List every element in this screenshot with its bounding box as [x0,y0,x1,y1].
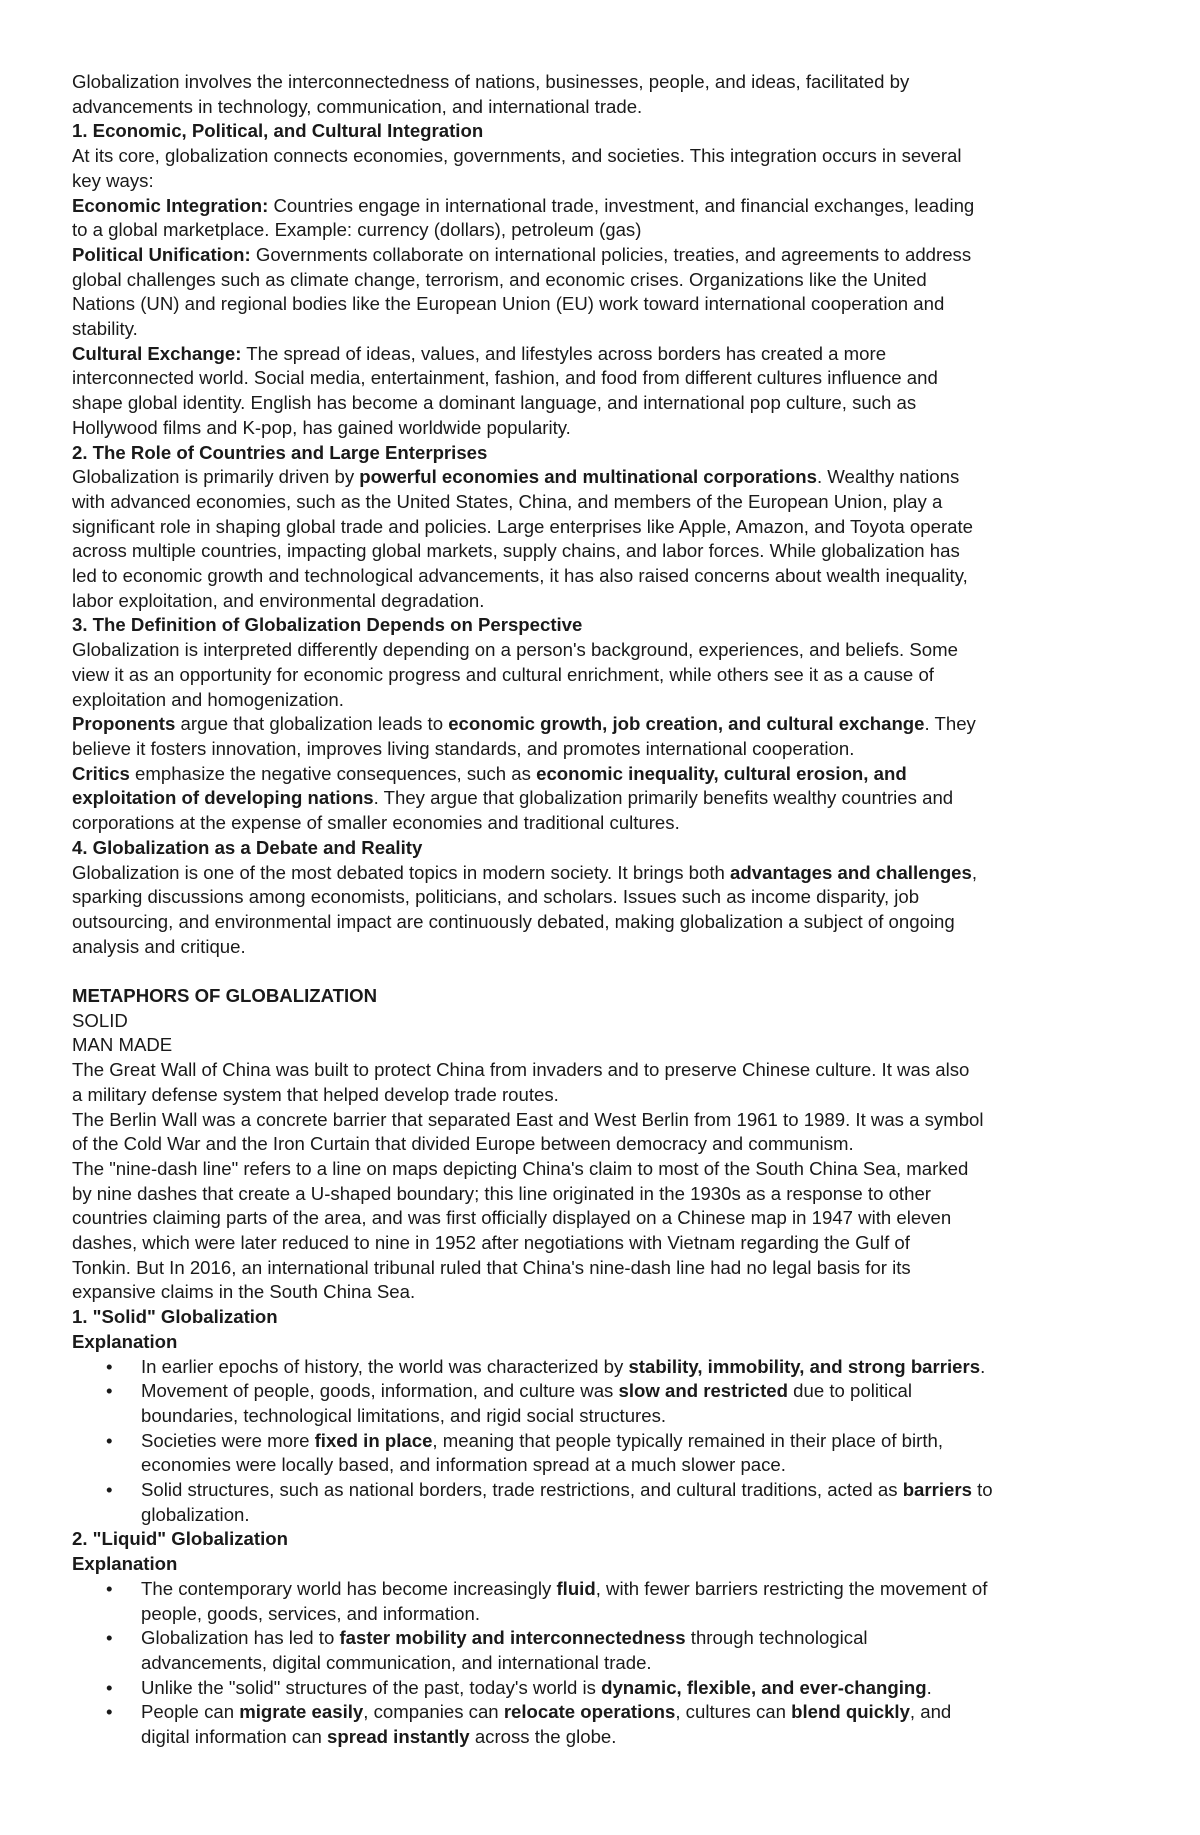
bullet-icon: • [106,1429,113,1451]
bullet-icon: • [106,1701,113,1723]
bullet-continuation: advancements, digital communication, and international trade. [141,1651,652,1673]
bullet-item: • Globalization has led to faster mobility and interconnectedness through technological [72,1626,1142,1651]
paragraph-line: by nine dashes that create a U-shaped boundary; this line originated in the 1930s as a response to other [72,1182,931,1204]
intro-line: advancements in technology, communication, and international trade. [72,95,643,117]
paragraph-line: The Great Wall of China was built to protect China from invaders and to preserve Chinese culture. It was also [72,1059,970,1081]
paragraph-line: The "nine-dash line" refers to a line on maps depicting China's claim to most of the South China Sea, marked [72,1157,969,1179]
subheading: MAN MADE [72,1034,173,1056]
paragraph-line: of the Cold War and the Iron Curtain that divided Europe between democracy and communism. [72,1133,854,1155]
paragraph-line: global challenges such as climate change, terrorism, and economic crises. Organizations like the United [72,268,927,290]
section-heading: 4. Globalization as a Debate and Reality [72,836,423,858]
paragraph-line: sparking discussions among economists, politicians, and scholars. Issues such as income disparity, job [72,886,920,908]
bullet-item: • Unlike the "solid" structures of the past, today's world is dynamic, flexible, and ever-changing. [72,1676,1142,1701]
bullet-icon: • [106,1380,113,1402]
term-label: Economic Integration: [72,194,269,216]
bullet-item: • In earlier epochs of history, the world was characterized by stability, immobility, and strong barriers. [72,1355,1142,1380]
paragraph-line: The Berlin Wall was a concrete barrier that separated East and West Berlin from 1961 to 1989. It was a symbol [72,1108,984,1130]
proponents-line: Proponents argue that globalization leads to economic growth, job creation, and cultural exchange. They [72,713,976,735]
blank-line [72,959,1142,984]
section-heading: 1. Economic, Political, and Cultural Integration [72,120,484,142]
paragraph-line: exploitation and homogenization. [72,688,344,710]
subheading: SOLID [72,1009,128,1031]
paragraph-line: At its core, globalization connects economies, governments, and societies. This integration occurs in several [72,145,962,167]
section-heading: 3. The Definition of Globalization Depends on Perspective [72,614,583,636]
paragraph-line: countries claiming parts of the area, and was first officially displayed on a Chinese map in 1947 with eleven [72,1207,952,1229]
bullet-item: • People can migrate easily, companies can relocate operations, cultures can blend quickly, and [72,1700,1142,1725]
paragraph-line: outsourcing, and environmental impact are continuously debated, making globalization a subject of ongoing [72,910,955,932]
bullet-icon: • [106,1355,113,1377]
bullet-continuation: economies were locally based, and information spread at a much slower pace. [141,1454,786,1476]
intro-line: Globalization involves the interconnectedness of nations, businesses, people, and ideas, facilitated by [72,71,910,92]
bullet-continuation: boundaries, technological limitations, and rigid social structures. [141,1404,667,1426]
economic-integration-line: Economic Integration: Countries engage in international trade, investment, and financial exchanges, leading [72,194,975,216]
paragraph-line: significant role in shaping global trade and policies. Large enterprises like Apple, Amazon, and Toyota operate [72,515,973,537]
bullet-icon: • [106,1627,113,1649]
paragraph-line: a military defense system that helped develop trade routes. [72,1083,559,1105]
section-heading: 2. "Liquid" Globalization [72,1528,288,1550]
bullet-icon: • [106,1676,113,1698]
paragraph-line: Nations (UN) and regional bodies like the European Union (EU) work toward international cooperation and [72,293,945,315]
bullet-icon: • [106,1479,113,1501]
paragraph-line: view it as an opportunity for economic progress and cultural enrichment, while others see it as a cause of [72,663,934,685]
paragraph-line: analysis and critique. [72,935,246,957]
bullet-continuation: digital information can spread instantly across the globe. [141,1726,617,1748]
paragraph-line: interconnected world. Social media, entertainment, fashion, and food from different cultures influence and [72,367,938,389]
bullet-item: • The contemporary world has become increasingly fluid, with fewer barriers restricting the movement of [72,1577,1142,1602]
critics-line: Critics emphasize the negative consequences, such as economic inequality, cultural erosion, and [72,762,907,784]
term-label: Cultural Exchange: [72,342,242,364]
bullet-item: • Societies were more fixed in place, meaning that people typically remained in their place of birth, [72,1429,1142,1454]
paragraph-line: Globalization is primarily driven by powerful economies and multinational corporations. Wealthy nations [72,466,960,488]
paragraph-line: Tonkin. But In 2016, an international tribunal ruled that China's nine-dash line had no legal basis for its [72,1256,911,1278]
paragraph-line: labor exploitation, and environmental degradation. [72,589,485,611]
explanation-label: Explanation [72,1553,178,1575]
term-label: Political Unification: [72,243,251,265]
bullet-continuation: people, goods, services, and information. [141,1602,481,1624]
explanation-label: Explanation [72,1330,178,1352]
bullet-icon: • [106,1577,113,1599]
section-heading: 1. "Solid" Globalization [72,1306,278,1328]
paragraph-line: stability. [72,318,138,340]
paragraph-line: led to economic growth and technological advancements, it has also raised concerns about wealth inequality, [72,565,968,587]
paragraph-line: across multiple countries, impacting global markets, supply chains, and labor forces. While globalization has [72,540,960,562]
metaphors-heading: METAPHORS OF GLOBALIZATION [72,985,378,1006]
paragraph-line: with advanced economies, such as the United States, China, and members of the European Union, play a [72,490,943,512]
bullet-item: • Solid structures, such as national borders, trade restrictions, and cultural traditions, acted as barriers to [72,1478,1142,1503]
paragraph-line: dashes, which were later reduced to nine in 1952 after negotiations with Vietnam regarding the Gulf of [72,1232,910,1254]
paragraph-line: Globalization is one of the most debated topics in modern society. It brings both advantages and challenges, [72,861,978,883]
paragraph-line: exploitation of developing nations. They argue that globalization primarily benefits wealthy countries and [72,787,954,809]
document-body [72,70,1142,1750]
paragraph-line: corporations at the expense of smaller economies and traditional cultures. [72,812,680,834]
paragraph-line: key ways: [72,169,154,191]
paragraph-line: Hollywood films and K-pop, has gained worldwide popularity. [72,416,571,438]
cultural-exchange-line: Cultural Exchange: The spread of ideas, values, and lifestyles across borders has created a more [72,342,887,364]
section-heading: 2. The Role of Countries and Large Enterprises [72,441,488,463]
paragraph-line: believe it fosters innovation, improves living standards, and promotes international cooperation. [72,737,855,759]
political-unification-line: Political Unification: Governments collaborate on international policies, treaties, and agreements to address [72,243,972,265]
paragraph-line: Globalization is interpreted differently depending on a person's background, experiences, and beliefs. Some [72,639,958,661]
paragraph-line: to a global marketplace. Example: currency (dollars), petroleum (gas) [72,219,642,241]
bullet-continuation: globalization. [141,1503,250,1525]
paragraph-line: expansive claims in the South China Sea. [72,1281,416,1303]
bullet-item: • Movement of people, goods, information, and culture was slow and restricted due to political [72,1379,1142,1404]
paragraph-line: shape global identity. English has become a dominant language, and international pop culture, such as [72,392,917,414]
